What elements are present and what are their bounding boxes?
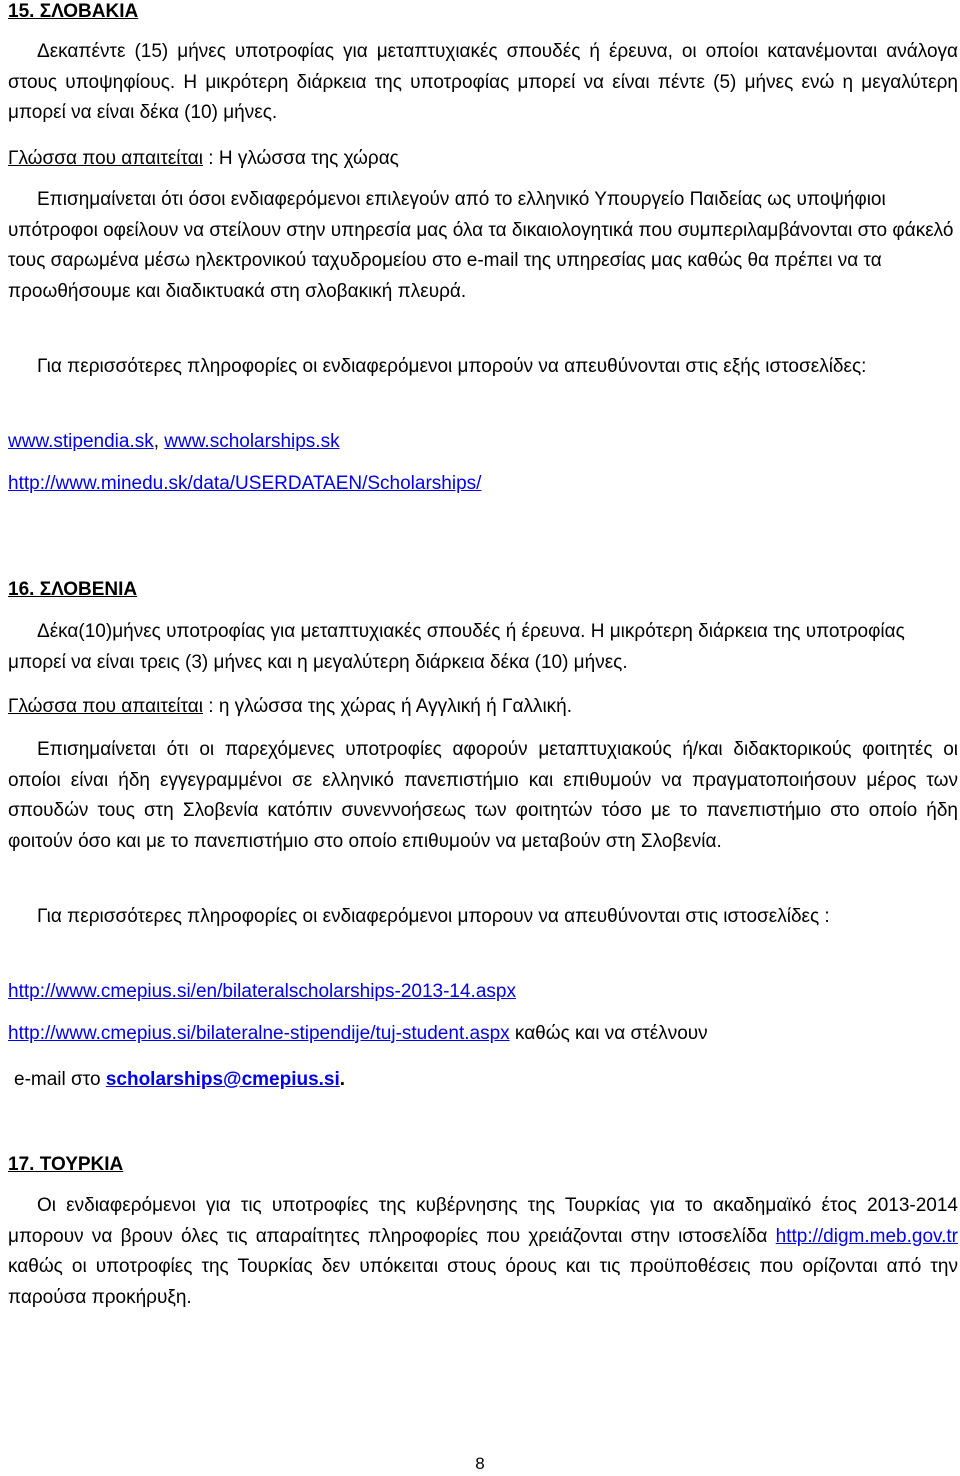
section-16-duration-paragraph: Δέκα(10)μήνες υποτροφίας για μεταπτυχιακές σπουδές ή έρευνα. Η μικρότερη διάρκεια της υποτροφίας μπορεί να είναι τρεις (3) μήνες και η μεγαλύτερη διάρκεια δέκα (10) μήνες. bbox=[8, 621, 905, 673]
section-16-language-line bbox=[8, 692, 958, 723]
minedu-link[interactable]: http://www.minedu.sk/data/USERDATAEN/Scholarships/ bbox=[8, 473, 482, 494]
section-15-language-line bbox=[8, 144, 958, 175]
section-17-text-before: Οι ενδιαφερόμενοι για τις υποτροφίες της κυβέρνησης της Τουρκίας για το ακαδημαϊκό έτος 2013-2014 μπορουν να βρουν όλες τις απαραίτητες πληροφορίες που χρειάζονται στην ιστοσελίδα bbox=[8, 1195, 958, 1247]
section-15-links-line bbox=[8, 427, 958, 458]
language-required-label: Γλώσσα που απαιτείται bbox=[8, 148, 203, 169]
section-15-title: 15. ΣΛΟΒΑΚΙΑ bbox=[8, 1, 139, 22]
section-15-minedu-line bbox=[8, 469, 958, 500]
stipendia-link[interactable]: www.stipendia.sk bbox=[8, 431, 154, 452]
links-separator: , bbox=[153, 431, 165, 452]
section-16-title: 16. ΣΛΟΒΕΝΙΑ bbox=[8, 579, 138, 600]
language-required-value: : η γλώσσα της χώρας ή Αγγλική ή Γαλλική. bbox=[202, 696, 573, 717]
cmepius-tuj-student-link[interactable]: http://www.cmepius.si/bilateralne-stipendije/tuj-student.aspx bbox=[8, 1023, 510, 1044]
cmepius-email-link[interactable]: scholarships@cmepius.si bbox=[105, 1069, 340, 1090]
section-16-link2-line bbox=[8, 1019, 958, 1050]
section-16-info-paragraph: Για περισσότερες πληροφορίες οι ενδιαφερόμενοι μπορουν να απευθύνονται στις ιστοσελίδες : bbox=[37, 906, 830, 927]
digm-meb-link[interactable]: http://digm.meb.gov.tr bbox=[775, 1225, 958, 1247]
email-prefix: e-mail στο bbox=[14, 1069, 106, 1090]
section-16-link1-line bbox=[8, 977, 958, 1008]
section-15-info-paragraph: Για περισσότερες πληροφορίες οι ενδιαφερόμενοι μπορούν να απευθύνονται στις εξής ιστοσελίδες: bbox=[37, 356, 867, 377]
section-17-title: 17. ΤΟΥΡΚΙΑ bbox=[8, 1154, 124, 1175]
section-16-notice-paragraph: Επισημαίνεται ότι οι παρεχόμενες υποτροφίες αφορούν μεταπτυχιακούς ή/και διδακτορικούς φοιτητές οι οποίοι είναι ήδη εγγεγραμμένοι σε ελληνικό πανεπιστήμιο και επιθυμούν να πραγματοποιήσουν μέρος των σπουδών τους στη Σλοβενία κατόπιν συνεννοήσεως των φοιτητών τόσο με το πανεπιστήμιο στο οποίο ήδη φοιτούν όσο και με το πανεπιστήμιο στο οποίο επιθυμούν να μεταβούν στη Σλοβενία. bbox=[8, 739, 958, 852]
scholarships-sk-link[interactable]: www.scholarships.sk bbox=[164, 431, 340, 452]
section-15-notice-paragraph: Επισημαίνεται ότι όσοι ενδιαφερόμενοι επιλεγούν από το ελληνικό Υπουργείο Παιδείας ως υποψήφιοι υπότροφοι οφείλουν να στείλουν στην υπηρεσία μας όλα τα δικαιολογητικά που συμπεριλαμβάνονται στο φάκελό τους σαρωμένα μέσω ηλεκτρονικού ταχυδρομείου στο e-mail της υπηρεσίας μας καθώς θα πρέπει να τα προωθήσουμε και διαδικτυακά στη σλοβακική πλευρά. bbox=[8, 189, 954, 302]
cmepius-bilateral-scholarships-link[interactable]: http://www.cmepius.si/en/bilateralscholarships-2013-14.aspx bbox=[8, 981, 516, 1002]
section-17-text-after: καθώς οι υποτροφίες της Τουρκίας δεν υπόκειται στους όρους και τις προϋποθέσεις που ορίζονται από την παρούσα προκήρυξη. bbox=[8, 1256, 958, 1308]
language-required-value: : Η γλώσσα της χώρας bbox=[202, 148, 399, 169]
page-number: 8 bbox=[475, 1454, 485, 1473]
section-16-email-line bbox=[14, 1065, 960, 1096]
section-15-duration-paragraph: Δεκαπέντε (15) μήνες υποτροφίας για μεταπτυχιακές σπουδές ή έρευνα, οι οποίοι κατανέμονται ανάλογα στους υποψηφίους. Η μικρότερη διάρκεια της υποτροφίας μπορεί να είναι πέντε (5) μήνες ενώ η μεγαλύτερη μπορεί να είναι δέκα (10) μήνες. bbox=[8, 41, 958, 123]
link2-trailing-text: καθώς και να στέλνουν bbox=[509, 1023, 708, 1044]
email-suffix: . bbox=[339, 1069, 346, 1090]
language-required-label: Γλώσσα που απαιτείται bbox=[8, 696, 203, 717]
section-17-paragraph bbox=[8, 1191, 958, 1313]
